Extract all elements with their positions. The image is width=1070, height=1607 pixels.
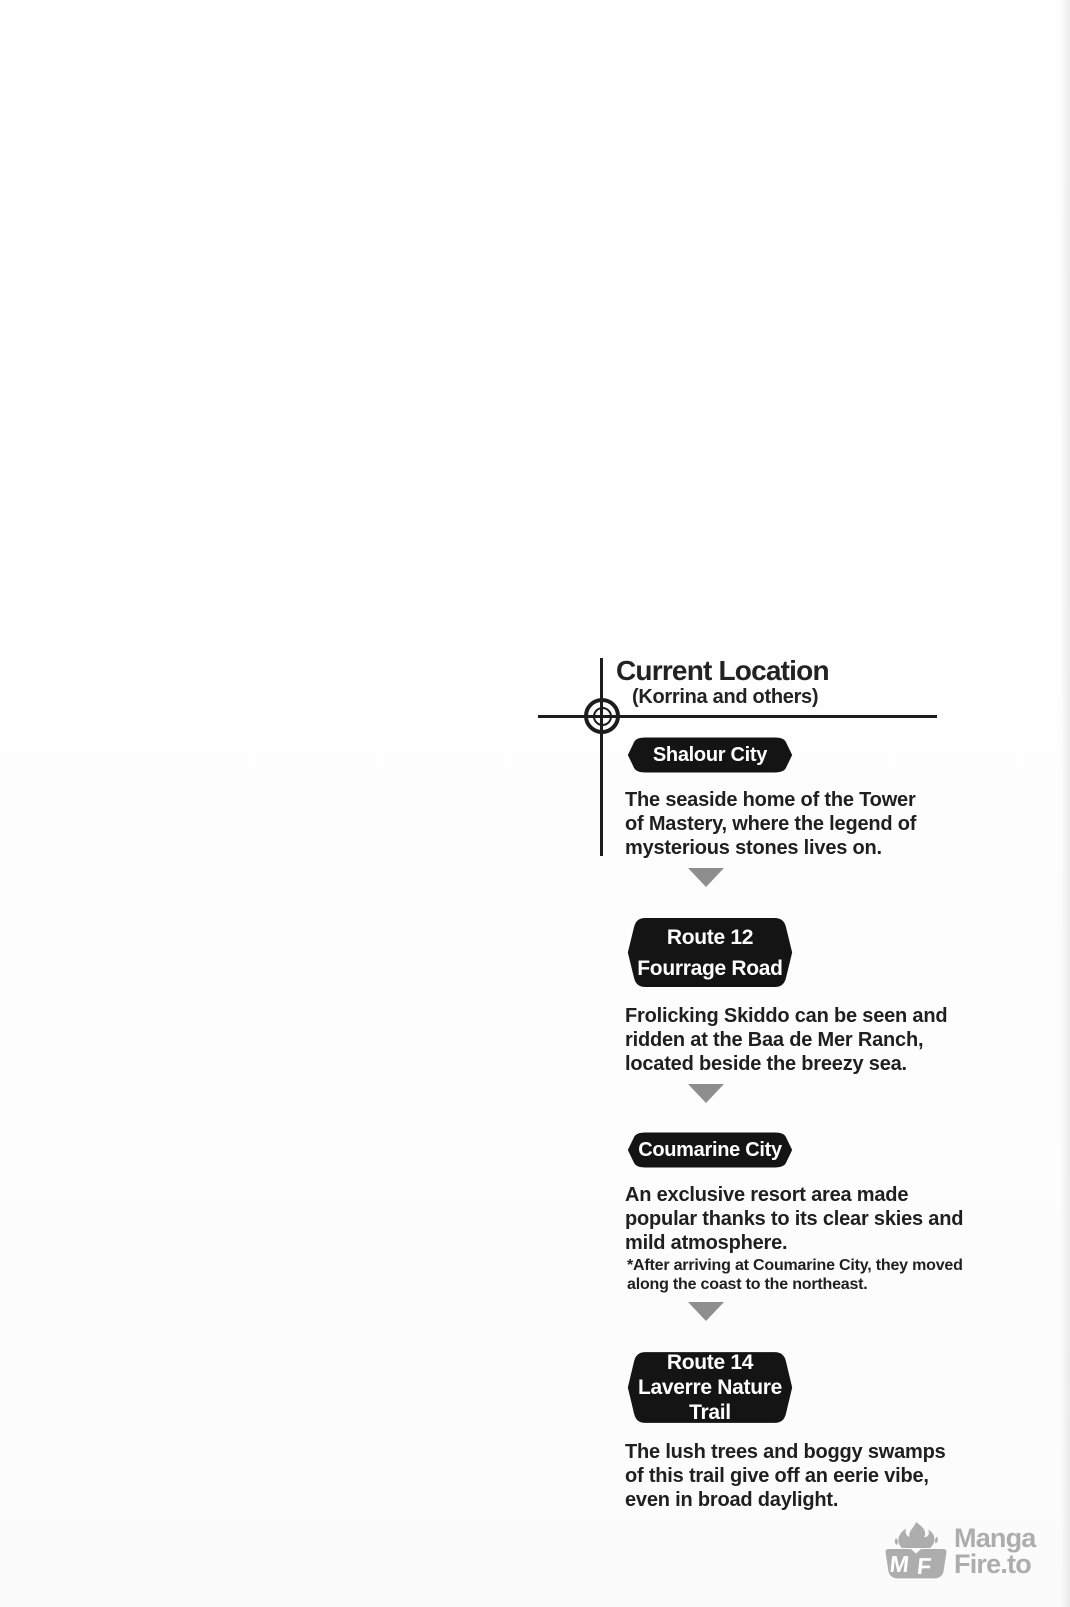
route-stop [614, 915, 1014, 1076]
description-line: even in broad daylight. [625, 1489, 839, 1511]
watermark-line1: Manga [954, 1523, 1036, 1553]
description-line: The seaside home of the Tower [625, 789, 916, 811]
down-arrow-icon [688, 1302, 724, 1321]
description-line: ridden at the Baa de Mer Ranch, [625, 1029, 924, 1051]
watermark-line2: Fire.to [954, 1549, 1031, 1579]
crosshair-vertical-line [600, 658, 603, 856]
location-badge [627, 915, 793, 990]
badge-label-line: Route 14 [666, 1351, 754, 1374]
description-line: popular thanks to its clear skies and [625, 1208, 964, 1230]
badge-label-line: Fourrage Road [637, 956, 783, 980]
route-stop [614, 736, 1014, 860]
route-stops-list [614, 736, 1014, 1512]
description-line: mild atmosphere. [625, 1232, 788, 1254]
route-panel [614, 656, 1014, 1512]
mf-monogram-m: M [888, 1551, 911, 1577]
watermark-text [954, 1525, 1036, 1577]
watermark [880, 1521, 1036, 1581]
description-line: located beside the breezy sea. [625, 1053, 907, 1075]
mangafire-logo-icon [880, 1521, 952, 1581]
down-arrow-icon [688, 868, 724, 887]
mf-monogram-f: F [915, 1553, 933, 1579]
location-description [625, 1440, 1014, 1512]
badge-label-line: Shalour City [652, 743, 768, 766]
page-title: Current Location [616, 655, 829, 686]
location-description [625, 1004, 1014, 1076]
down-arrow-icon [688, 1084, 724, 1103]
route-stop [614, 1131, 1014, 1294]
description-line: of Mastery, where the legend of [625, 813, 917, 835]
badge-label-line: Route 12 [666, 925, 754, 949]
route-stop [614, 1349, 1014, 1512]
note-line: *After arriving at Coumarine City, they moved [627, 1257, 963, 1274]
description-line: The lush trees and boggy swamps [625, 1441, 946, 1463]
description-line: An exclusive resort area made [625, 1184, 909, 1206]
badge-label-line: Coumarine City [638, 1138, 782, 1161]
page-subtitle: (Korrina and others) [632, 686, 819, 708]
badge-label-line: Trail [689, 1401, 731, 1424]
location-description [625, 1183, 1014, 1255]
description-line: Frolicking Skiddo can be seen and [625, 1005, 948, 1027]
location-description [625, 788, 1014, 860]
location-badge [627, 1349, 793, 1426]
location-note [627, 1256, 1014, 1294]
location-badge [627, 736, 793, 774]
badge-label-line: Laverre Nature [637, 1376, 783, 1399]
description-line: mysterious stones lives on. [625, 837, 882, 859]
note-line: along the coast to the northeast. [627, 1276, 868, 1293]
description-line: of this trail give off an eerie vibe, [625, 1465, 929, 1487]
location-badge [627, 1131, 793, 1169]
crosshair-inner-ring [593, 707, 612, 726]
